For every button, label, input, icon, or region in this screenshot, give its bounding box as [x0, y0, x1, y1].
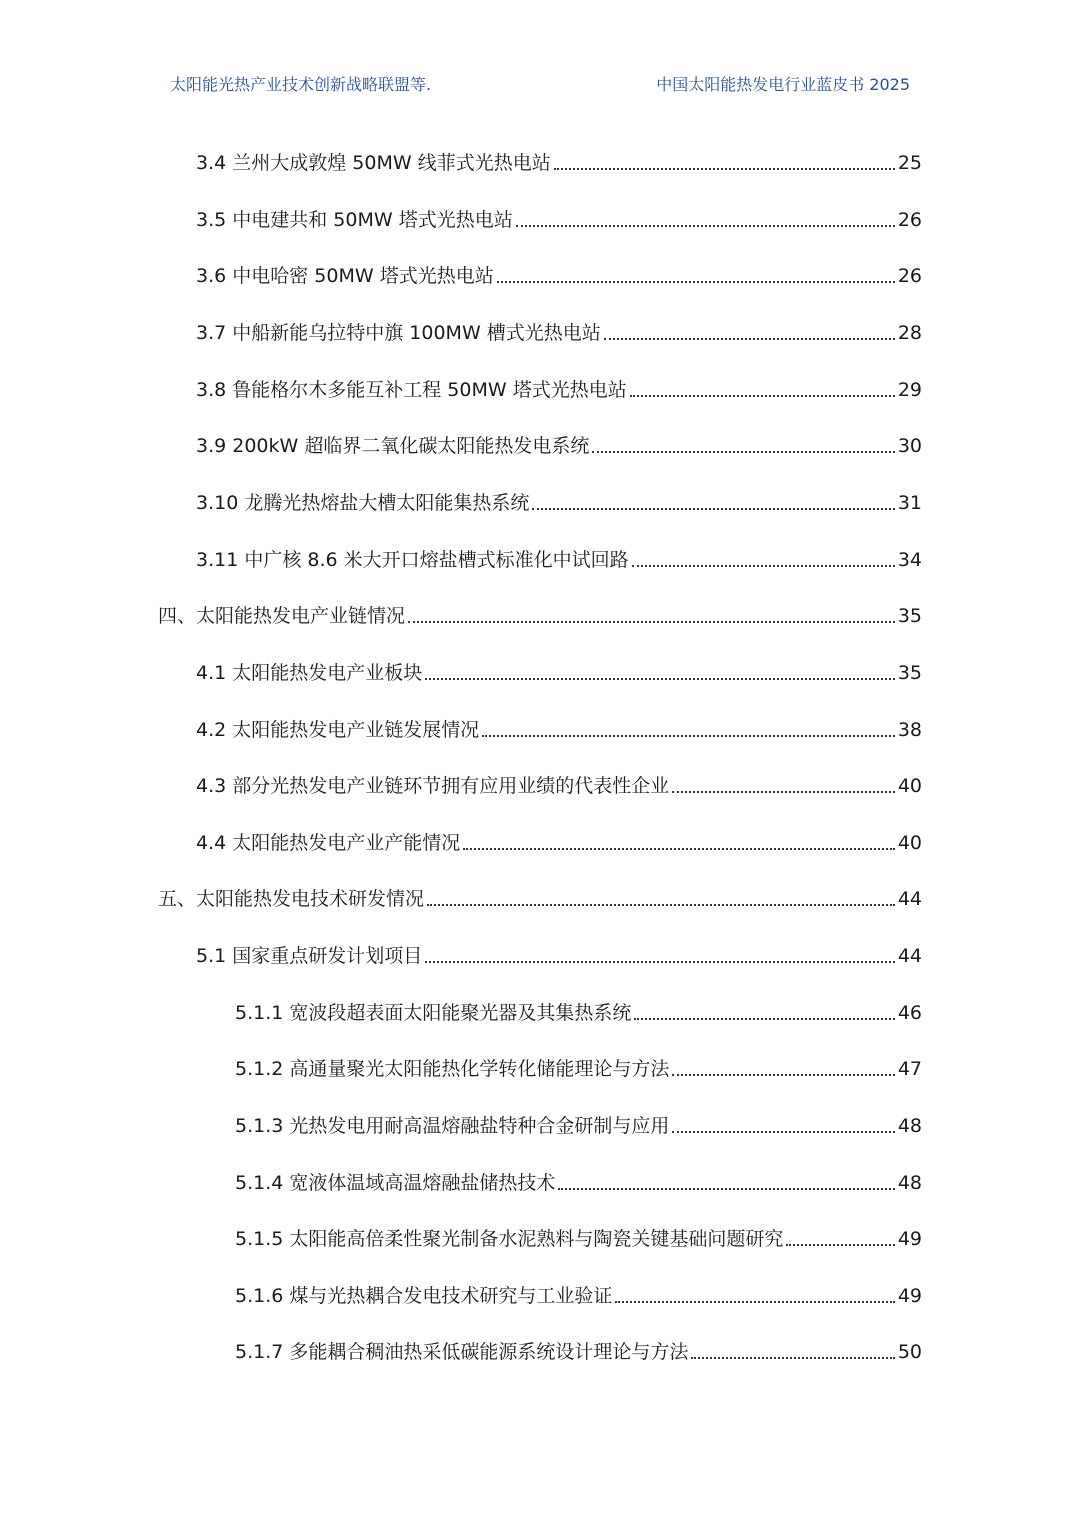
toc-subentry[interactable] [235, 1221, 922, 1251]
toc-entry-page: 40 [897, 832, 922, 854]
toc-entry-title: 四、太阳能热发电产业链情况 [158, 605, 406, 627]
toc-entry-page: 38 [897, 719, 922, 741]
toc-entry-title: 3.8 鲁能格尔木多能互补工程 50MW 塔式光热电站 [196, 379, 627, 401]
toc-chapter-entry[interactable] [158, 598, 922, 628]
toc-dot-leader [463, 848, 895, 850]
toc-entry-page: 29 [897, 379, 922, 401]
toc-entry-title: 4.2 太阳能热发电产业链发展情况 [196, 719, 480, 741]
toc-dot-leader [425, 678, 895, 680]
toc-dot-leader [634, 1018, 894, 1020]
toc-entry-page: 26 [897, 265, 922, 287]
header-report-title: 中国太阳能热发电行业蓝皮书 2025 [656, 75, 910, 94]
toc-entry[interactable] [196, 768, 922, 798]
toc-entry[interactable] [196, 485, 922, 515]
toc-entry-title: 4.1 太阳能热发电产业板块 [196, 662, 423, 684]
toc-chapter-entry[interactable] [158, 881, 922, 911]
toc-dot-leader [672, 1074, 894, 1076]
toc-entry-title: 3.9 200kW 超临界二氧化碳太阳能热发电系统 [196, 435, 590, 457]
toc-entry-page: 35 [897, 605, 922, 627]
toc-subentry[interactable] [235, 1165, 922, 1195]
toc-entry[interactable] [196, 372, 922, 402]
toc-subentry[interactable] [235, 1108, 922, 1138]
toc-entry-title: 3.6 中电哈密 50MW 塔式光热电站 [196, 265, 494, 287]
toc-entry-page: 26 [897, 209, 922, 231]
toc-entry[interactable] [196, 938, 922, 968]
toc-entry-page: 48 [897, 1172, 922, 1194]
toc-entry-page: 50 [897, 1341, 922, 1363]
toc-entry-title: 4.3 部分光热发电产业链环节拥有应用业绩的代表性企业 [196, 775, 670, 797]
toc-entry-title: 3.5 中电建共和 50MW 塔式光热电站 [196, 209, 513, 231]
toc-entry-page: 49 [897, 1228, 922, 1250]
toc-entry-title: 4.4 太阳能热发电产业产能情况 [196, 832, 461, 854]
toc-dot-leader [558, 1188, 894, 1190]
toc-dot-leader [604, 338, 895, 340]
toc-entry-title: 5.1.7 多能耦合稠油热采低碳能源系统设计理论与方法 [235, 1341, 689, 1363]
page-header [170, 72, 910, 96]
toc-subentry[interactable] [235, 995, 922, 1025]
toc-entry-title: 5.1.5 太阳能高倍柔性聚光制备水泥熟料与陶瓷关键基础问题研究 [235, 1228, 784, 1250]
toc-entry-page: 34 [897, 549, 922, 571]
toc-entry-title: 五、太阳能热发电技术研发情况 [158, 888, 425, 910]
toc-subentry[interactable] [235, 1334, 922, 1364]
toc-entry-page: 35 [897, 662, 922, 684]
toc-subentry[interactable] [235, 1278, 922, 1308]
toc-entry-title: 5.1.3 光热发电用耐高温熔融盐特种合金研制与应用 [235, 1115, 670, 1137]
toc-entry-page: 48 [897, 1115, 922, 1137]
toc-entry-title: 3.4 兰州大成敦煌 50MW 线菲式光热电站 [196, 152, 551, 174]
toc-dot-leader [497, 281, 895, 283]
toc-dot-leader [672, 1131, 894, 1133]
toc-dot-leader [532, 508, 894, 510]
toc-dot-leader [630, 395, 895, 397]
toc-dot-leader [786, 1244, 894, 1246]
toc-entry[interactable] [196, 428, 922, 458]
toc-dot-leader [516, 225, 895, 227]
toc-dot-leader [632, 565, 895, 567]
toc-entry[interactable] [196, 712, 922, 742]
toc-entry-page: 49 [897, 1285, 922, 1307]
toc-entry-page: 28 [897, 322, 922, 344]
toc-entry[interactable] [196, 315, 922, 345]
toc-entry-title: 5.1.6 煤与光热耦合发电技术研究与工业验证 [235, 1285, 613, 1307]
toc-dot-leader [408, 621, 895, 623]
toc-entry[interactable] [196, 145, 922, 175]
toc-dot-leader [672, 791, 895, 793]
toc-entry-title: 3.11 中广核 8.6 米大开口熔盐槽式标准化中试回路 [196, 549, 629, 571]
toc-dot-leader [691, 1357, 894, 1359]
toc-entry-title: 3.10 龙腾光热熔盐大槽太阳能集热系统 [196, 492, 530, 514]
toc-entry-title: 5.1.4 宽液体温域高温熔融盐储热技术 [235, 1172, 556, 1194]
toc-entry-page: 46 [897, 1002, 922, 1024]
toc-entry[interactable] [196, 825, 922, 855]
toc-entry-page: 44 [897, 945, 922, 967]
toc-entry-page: 44 [897, 888, 922, 910]
header-organization: 太阳能光热产业技术创新战略联盟等. [170, 75, 432, 94]
toc-entry-page: 31 [897, 492, 922, 514]
toc-entry-page: 30 [897, 435, 922, 457]
toc-dot-leader [554, 168, 895, 170]
toc-entry[interactable] [196, 655, 922, 685]
toc-dot-leader [425, 961, 895, 963]
toc-entry[interactable] [196, 258, 922, 288]
toc-dot-leader [482, 735, 895, 737]
toc-entry-page: 40 [897, 775, 922, 797]
toc-dot-leader [427, 904, 895, 906]
toc-entry-title: 5.1.1 宽波段超表面太阳能聚光器及其集热系统 [235, 1002, 632, 1024]
toc-entry[interactable] [196, 542, 922, 572]
toc-entry-title: 3.7 中船新能乌拉特中旗 100MW 槽式光热电站 [196, 322, 601, 344]
toc-dot-leader [615, 1301, 894, 1303]
toc-entry-title: 5.1 国家重点研发计划项目 [196, 945, 423, 967]
toc-entry-page: 25 [897, 152, 922, 174]
toc-dot-leader [592, 451, 894, 453]
toc-entry-page: 47 [897, 1058, 922, 1080]
toc-entry-title: 5.1.2 高通量聚光太阳能热化学转化储能理论与方法 [235, 1058, 670, 1080]
toc-subentry[interactable] [235, 1051, 922, 1081]
toc-entry[interactable] [196, 202, 922, 232]
